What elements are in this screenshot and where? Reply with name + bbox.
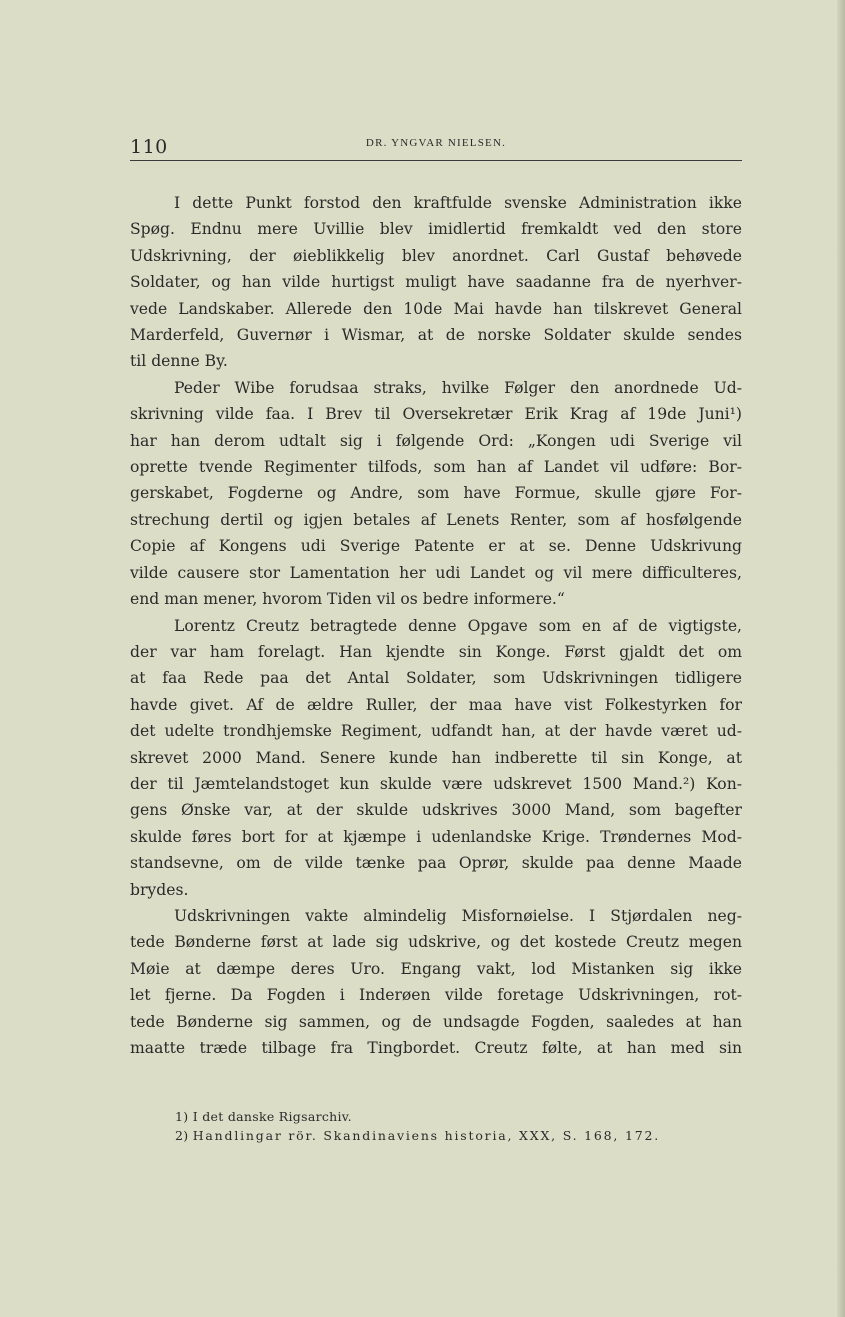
text-line: oprette tvende Regimenter tilfods, som han af Landet vil udføre: Bor- bbox=[130, 458, 742, 477]
text-line: det udelte trondhjemske Regiment, udfandt han, at der havde været ud- bbox=[130, 722, 742, 741]
text-line: vede Landskaber. Allerede den 10de Mai havde han tilskrevet General bbox=[130, 299, 742, 318]
text-line: der var ham forelagt. Han kjendte sin Konge. Først gjaldt det om bbox=[130, 642, 742, 661]
text-line: brydes. bbox=[130, 880, 189, 899]
page-header bbox=[130, 132, 742, 161]
text-line: Udskrivningen vakte almindelig Misfornøielse. I Stjørdalen neg- bbox=[174, 906, 742, 925]
running-head: DR. YNGVAR NIELSEN. bbox=[365, 137, 507, 149]
text-line: vilde causere stor Lamentation her udi Landet og vil mere difficulteres, bbox=[130, 563, 742, 582]
paragraph-2 bbox=[130, 375, 742, 613]
text-line: skrivning vilde faa. I Brev til Oversekretær Erik Krag af 19de Juni¹) bbox=[130, 405, 742, 424]
text-line: der til Jæmtelandstoget kun skulde være udskrevet 1500 Mand.²) Kon- bbox=[130, 774, 742, 793]
footnote-text: I det danske Rigsarchiv. bbox=[192, 1109, 352, 1124]
text-line: tede Bønderne først at lade sig udskrive, og det kostede Creutz megen bbox=[130, 933, 742, 952]
footnotes bbox=[175, 1107, 735, 1145]
text-line: maatte træde tilbage fra Tingbordet. Creutz følte, at han med sin bbox=[130, 1039, 742, 1057]
text-line: skrevet 2000 Mand. Senere kunde han indberette til sin Konge, at bbox=[130, 748, 742, 767]
text-line: har han derom udtalt sig i følgende Ord: „Kongen udi Sverige vil bbox=[130, 431, 742, 450]
text-line: Møie at dæmpe deres Uro. Engang vakt, lod Mistanken sig ikke bbox=[130, 959, 742, 978]
footnote-mark: 2) bbox=[175, 1128, 189, 1143]
text-line: Copie af Kongens udi Sverige Patente er at se. Denne Udskrivung bbox=[130, 537, 742, 556]
text-line: gens Ønske var, at der skulde udskrives 3000 Mand, som bagefter bbox=[130, 801, 742, 820]
footnote-mark: 1) bbox=[175, 1109, 189, 1124]
text-line: let fjerne. Da Fogden i Inderøen vilde foretage Udskrivningen, rot- bbox=[130, 986, 742, 1005]
footnote-1 bbox=[175, 1107, 735, 1126]
text-line: Spøg. Endnu mere Uvillie blev imidlertid fremkaldt ved den store bbox=[130, 220, 742, 239]
footnote-2 bbox=[175, 1126, 735, 1145]
text-line: I dette Punkt forstod den kraftfulde svenske Administration ikke bbox=[174, 194, 742, 212]
text-line: tede Bønderne sig sammen, og de undsagde Fogden, saaledes at han bbox=[130, 1012, 742, 1031]
page-edge-shadow bbox=[837, 0, 845, 1317]
text-line: end man mener, hvorom Tiden vil os bedre informere.“ bbox=[130, 590, 565, 609]
paragraph-3 bbox=[130, 613, 742, 903]
page-number: 110 bbox=[130, 136, 168, 158]
paragraph-4 bbox=[130, 903, 742, 1061]
text-line: til denne By. bbox=[130, 352, 228, 371]
text-line: skulde føres bort for at kjæmpe i udenlandske Krige. Trøndernes Mod- bbox=[130, 827, 742, 846]
text-line: Peder Wibe forudsaa straks, hvilke Følger den anordnede Ud- bbox=[174, 378, 742, 397]
body-text bbox=[130, 190, 742, 1061]
text-line: Marderfeld, Guvernør i Wismar, at de norske Soldater skulde sendes bbox=[130, 326, 742, 345]
text-line: Udskrivning, der øieblikkelig blev anordnet. Carl Gustaf behøvede bbox=[130, 246, 742, 265]
text-line: at faa Rede paa det Antal Soldater, som Udskrivningen tidligere bbox=[130, 669, 742, 688]
text-line: strechung dertil og igjen betales af Lenets Renter, som af hosfølgende bbox=[130, 510, 742, 529]
text-line: standsevne, om de vilde tænke paa Oprør, skulde paa denne Maade bbox=[130, 854, 742, 873]
text-line: havde givet. Af de ældre Ruller, der maa have vist Folkestyrken for bbox=[130, 695, 742, 714]
text-line: Lorentz Creutz betragtede denne Opgave som en af de vigtigste, bbox=[174, 616, 742, 635]
paragraph-1 bbox=[130, 190, 742, 375]
text-line: Soldater, og han vilde hurtigst muligt have saadanne fra de nyerhver- bbox=[130, 273, 742, 292]
footnote-text: Handlingar rör. Skandinaviens historia, XXX, S. 168, 172. bbox=[192, 1128, 660, 1143]
text-line: gerskabet, Fogderne og Andre, som have Formue, skulle gjøre For- bbox=[130, 484, 742, 503]
